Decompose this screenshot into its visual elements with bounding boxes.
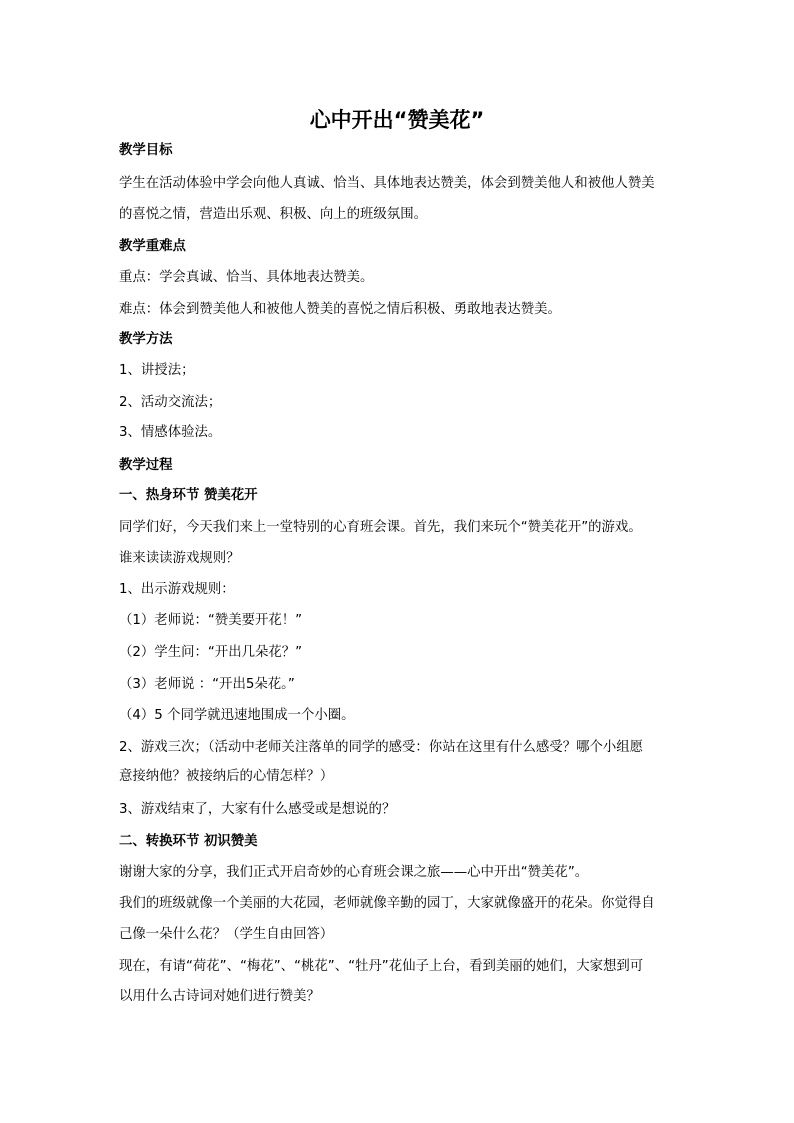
paragraph-line: 2、活动交流法；	[119, 395, 222, 410]
section-heading: 教学目标	[119, 143, 173, 158]
paragraph-line: 的喜悦之情，营造出乐观、积极、向上的班级氛围。	[119, 207, 427, 222]
paragraph-line: 难点：体会到赞美他人和被他人赞美的喜悦之情后积极、勇敢地表达赞美。	[119, 302, 561, 317]
paragraph-line: 3、情感体验法。	[119, 425, 222, 440]
section-heading: 一、热身环节 赞美花开	[119, 488, 258, 503]
paragraph-line: （1）老师说：“赞美要开花！”	[119, 613, 303, 628]
paragraph-line: 3、游戏结束了，大家有什么感受或是想说的？	[119, 802, 396, 817]
paragraph-line: 谢谢大家的分享，我们正式开启奇妙的心育班会课之旅——心中开出“赞美花”。	[119, 865, 589, 880]
paragraph-line: 同学们好，今天我们来上一堂特别的心育班会课。首先，我们来玩个“赞美花开”的游戏。	[119, 520, 642, 535]
section-heading: 教学方法	[119, 332, 173, 347]
section-heading: 教学重难点	[119, 239, 186, 254]
paragraph-line: 我们的班级就像一个美丽的大花园，老师就像辛勤的园丁，大家就像盛开的花朵。你觉得自	[119, 896, 655, 911]
paragraph-line: （2）学生问：“开出几朵花？”	[119, 645, 303, 660]
paragraph-line: 1、出示游戏规则：	[119, 582, 235, 597]
section-heading: 教学过程	[119, 458, 173, 473]
paragraph-line: （3）老师说 ：“开出5朵花。”	[119, 677, 295, 692]
paragraph-line: 学生在活动体验中学会向他人真诚、恰当、具体地表达赞美，体会到赞美他人和被他人赞美	[119, 176, 655, 191]
paragraph-line: 重点：学会真诚、恰当、具体地表达赞美。	[119, 270, 374, 285]
paragraph-line: 谁来读读游戏规则？	[119, 551, 240, 566]
paragraph-line: 现在，有请“荷花”、“梅花”、“桃花”、“牡丹”花仙子上台，看到美丽的她们，大家想到可	[119, 959, 644, 974]
paragraph-line: （4）5 个同学就迅速地围成一个小圈。	[119, 708, 355, 723]
paragraph-line: 意接纳他？被接纳后的心情怎样？）	[119, 769, 334, 784]
document-title: 心中开出“赞美花”	[309, 108, 485, 132]
section-heading: 二、转换环节 初识赞美	[119, 834, 258, 849]
paragraph-line: 己像一朵什么花？（学生自由回答）	[119, 927, 334, 942]
paragraph-line: 1、讲授法；	[119, 363, 195, 378]
paragraph-line: 2、游戏三次；（活动中老师关注落单的同学的感受：你站在这里有什么感受？哪个小组愿	[119, 740, 644, 755]
paragraph-line: 以用什么古诗词对她们进行赞美？	[119, 989, 320, 1004]
